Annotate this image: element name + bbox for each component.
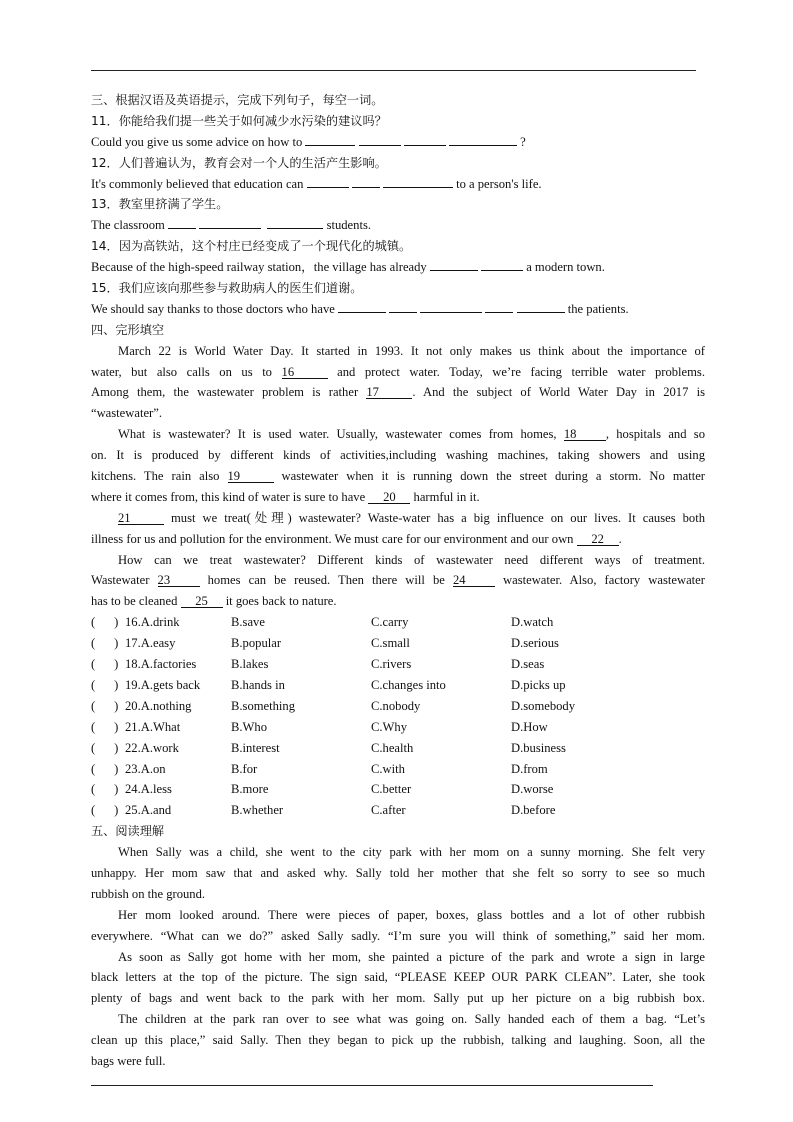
option-b: B.whether [231,803,284,818]
answer-blank[interactable] [481,257,523,271]
answer-blank[interactable] [305,132,355,146]
cloze-blank-18[interactable]: 18 [564,427,606,441]
answer-blank[interactable] [420,299,482,313]
passage-line: bags were full. [91,1053,166,1068]
option-a: 20.A.nothing [125,698,192,713]
option-c: C.Why [371,719,408,734]
option-b: B.lakes [231,657,269,672]
option-a: 19.A.gets back [125,677,201,692]
question-list [91,612,705,821]
answer-blank[interactable] [199,215,261,229]
item-13-chinese: 13．教室里挤满了学生。 [91,197,229,212]
cloze-blank-24[interactable]: 24 [453,573,495,587]
option-d: D.somebody [511,698,576,713]
passage-line: kitchens. The rain also 19 wastewater when it is running down the street during a storm. No matter [91,469,705,484]
question-row [91,675,705,696]
answer-blank[interactable] [404,132,446,146]
answer-paren[interactable]: ( ) [91,636,119,651]
answer-paren[interactable]: ( ) [91,782,119,797]
answer-blank[interactable] [389,299,417,313]
option-c: C.carry [371,615,409,630]
passage-line: where it comes from, this kind of water is sure to have 20 harmful in it. [91,489,480,504]
item-11-chinese: 11．你能给我们提一些关于如何减少水污染的建议吗？ [91,113,387,128]
item-11-english: Could you give us some advice on how to ? [91,132,705,153]
question-row [91,800,705,821]
passage-line: water, but also calls on us to 16 and protect water. Today, we’re facing terrible water problems. [91,364,705,379]
passage-line: has to be cleaned 25 it goes back to nature. [91,594,337,609]
answer-blank[interactable] [352,174,380,188]
option-c: C.better [371,782,412,797]
option-a: 25.A.and [125,803,172,818]
answer-paren[interactable]: ( ) [91,698,119,713]
cloze-blank-22[interactable]: 22 [577,532,619,546]
cloze-blank-23[interactable]: 23 [158,573,200,587]
option-a: 22.A.work [125,740,179,755]
cloze-blank-20[interactable]: 20 [368,490,410,504]
question-row [91,654,705,675]
option-b: B.for [231,761,258,776]
header-rule [91,70,696,71]
option-c: C.small [371,636,410,651]
question-row [91,779,705,800]
option-c: C.with [371,761,405,776]
option-b: B.hands in [231,677,285,692]
question-row [91,738,705,759]
answer-blank[interactable] [307,174,349,188]
question-row [91,633,705,654]
option-c: C.changes into [371,677,446,692]
question-row [91,717,705,738]
passage-line: How can we treat wastewater? Different kinds of wastewater need different ways of treatment. [118,552,705,567]
answer-blank[interactable] [430,257,478,271]
item-14-chinese: 14．因为高铁站，这个村庄已经变成了一个现代化的城镇。 [91,239,412,254]
passage-line: unhappy. Her mom saw that and asked why. Sally told her mother that she felt so sorry to see so much [91,865,705,880]
item-13-english: The classroom students. [91,215,705,236]
option-b: B.save [231,615,265,630]
worksheet [91,90,705,1072]
passage-line: March 22 is World Water Day. It started in 1993. It not only makes us think about the importance of [118,343,705,358]
passage-line: Among them, the wastewater problem is rather 17 . And the subject of World Water Day in 2017 is [91,385,705,400]
option-d: D.business [511,740,566,755]
cloze-blank-17[interactable]: 17 [366,385,412,399]
answer-paren[interactable]: ( ) [91,803,119,818]
section-4-heading: 四、完形填空 [91,322,165,337]
option-b: B.Who [231,719,268,734]
question-row [91,612,705,633]
option-c: C.after [371,803,406,818]
option-b: B.popular [231,636,282,651]
answer-blank[interactable] [267,215,323,229]
cloze-blank-21[interactable]: 21 [118,511,164,525]
answer-blank[interactable] [338,299,386,313]
option-a: 18.A.factories [125,657,197,672]
option-c: C.health [371,740,414,755]
passage-line: 21 must we treat(处理) wastewater? Waste-water has a big influence on our lives. It causes both [118,510,705,525]
option-a: 16.A.drink [125,615,180,630]
answer-paren[interactable]: ( ) [91,615,119,630]
answer-paren[interactable]: ( ) [91,719,119,734]
option-b: B.more [231,782,269,797]
passage-line: illness for us and pollution for the environment. We must care for our environment and our own 22 . [91,531,622,546]
answer-blank[interactable] [383,174,453,188]
option-c: C.rivers [371,657,412,672]
item-14-english: Because of the high-speed railway station，the village has already a modern town. [91,257,705,278]
passage-line: What is wastewater? It is used water. Usually, wastewater comes from homes, 18 , hospitals and so [118,427,705,442]
section-3-heading: 三、根据汉语及英语提示，完成下列句子，每空一词。 [91,93,384,107]
item-15-chinese: 15．我们应该向那些参与救助病人的医生们道谢。 [91,281,363,296]
passage-line: clean up this place,” said Sally. Then they began to pick up the rubbish, talking and laughing. Soon, all the [91,1033,705,1048]
answer-paren[interactable]: ( ) [91,761,119,776]
passage-line: on. It is produced by different kinds of activities,including washing machines, taking showers and using [91,448,705,463]
option-d: D.How [511,719,548,734]
option-d: D.before [511,803,556,818]
item-12-english: It's commonly believed that education can to a person's life. [91,174,705,195]
question-row [91,759,705,780]
option-d: D.picks up [511,677,566,692]
footer-rule [91,1085,653,1086]
answer-blank[interactable] [359,132,401,146]
answer-blank[interactable] [449,132,517,146]
answer-paren[interactable]: ( ) [91,740,119,755]
option-d: D.serious [511,636,559,651]
question-row [91,696,705,717]
passage-line: As soon as Sally got home with her mom, she painted a picture of the park and wrote a sign in large [118,949,705,964]
passage-line: “wastewater”. [91,406,162,421]
cloze-blank-25[interactable]: 25 [181,594,223,608]
passage-line: Wastewater 23 homes can be reused. Then there will be 24 wastewater. Also, factory wastewater [91,573,705,588]
passage-line: everywhere. “What can we do?” asked Sally sadly. “I’m sure you will think of something,” said her mom. [91,928,705,943]
option-a: 23.A.on [125,761,166,776]
answer-blank[interactable] [517,299,565,313]
option-b: B.something [231,698,296,713]
answer-paren[interactable]: ( ) [91,657,119,672]
cloze-blank-16[interactable]: 16 [282,365,328,379]
option-a: 17.A.easy [125,636,176,651]
option-d: D.watch [511,615,554,630]
passage-line: rubbish on the ground. [91,886,206,901]
passage-line: Her mom looked around. There were pieces of paper, boxes, glass bottles and a lot of other rubbish [118,907,705,922]
passage-line: The children at the park ran over to see what was going on. Sally handed each of them a bag. “Let’s [118,1012,705,1027]
passage-line: When Sally was a child, she went to the city park with her mom on a sunny morning. She felt very [118,845,705,860]
option-b: B.interest [231,740,280,755]
reading-passage [91,842,705,1072]
option-d: D.from [511,761,548,776]
option-d: D.worse [511,782,554,797]
passage-line: black letters at the top of the picture. The sign said, “PLEASE KEEP OUR PARK CLEAN”. Later, she took [91,970,705,985]
option-c: C.nobody [371,698,421,713]
answer-blank[interactable] [485,299,513,313]
item-15-english: We should say thanks to those doctors who have the patients. [91,299,705,320]
option-d: D.seas [511,657,545,672]
section-5-heading: 五、阅读理解 [91,824,165,839]
option-a: 24.A.less [125,782,172,797]
answer-paren[interactable]: ( ) [91,677,119,692]
answer-blank[interactable] [168,215,196,229]
cloze-blank-19[interactable]: 19 [228,469,274,483]
passage-line: plenty of bags and went back to the park with her mom. Sally put up her picture on a big rubbish box. [91,991,705,1006]
item-12-chinese: 12．人们普遍认为，教育会对一个人的生活产生影响。 [91,155,387,170]
option-a: 21.A.What [125,719,181,734]
